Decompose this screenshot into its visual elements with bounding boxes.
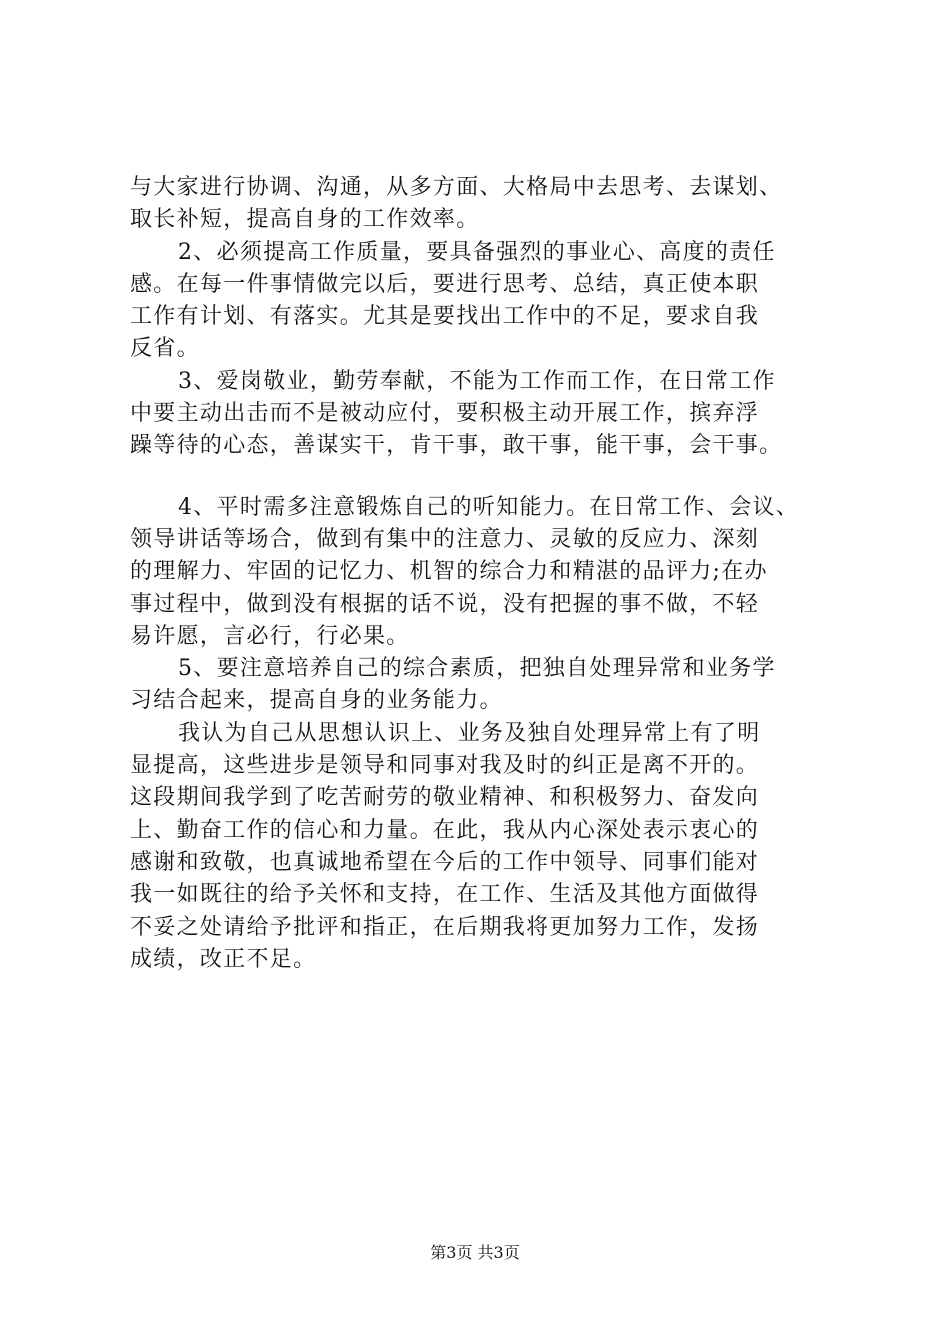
paragraph-gap: [130, 463, 850, 492]
text-line: 感谢和致敬，也真诚地希望在今后的工作中领导、同事们能对: [130, 849, 760, 875]
text-line: 领导讲话等场合，做到有集中的注意力、灵敏的反应力、深刻: [130, 526, 760, 552]
paragraph-5-start: 5、要注意培养自己的综合素质，把独自处理异常和业务学: [178, 656, 776, 682]
text-line: 显提高，这些进步是领导和同事对我及时的纠正是离不开的。: [130, 753, 760, 779]
document-body: [130, 172, 850, 976]
text-line: 不妥之处请给予批评和指正，在后期我将更加努力工作，发扬: [130, 914, 760, 940]
text-line: 反省。: [130, 336, 200, 362]
text-line: 取长补短，提高自身的工作效率。: [130, 207, 480, 233]
text-line: 的理解力、牢固的记忆力、机智的综合力和精湛的品评力;在办: [130, 559, 768, 585]
text-line: 工作有计划、有落实。尤其是要找出工作中的不足，要求自我: [130, 304, 760, 330]
text-line: 上、勤奋工作的信心和力量。在此，我从内心深处表示衷心的: [130, 817, 760, 843]
text-line: 中要主动出击而不是被动应付，要积极主动开展工作，摈弃浮: [130, 401, 760, 427]
text-line: 易许愿，言必行，行必果。: [130, 623, 410, 649]
paragraph-2-start: 2、必须提高工作质量，要具备强烈的事业心、高度的责任: [178, 239, 776, 265]
paragraph-4-start: 4、平时需多注意锻炼自己的听知能力。在日常工作、会议、: [178, 494, 800, 520]
text-line: 感。在每一件事情做完以后，要进行思考、总结，真正使本职: [130, 271, 760, 297]
text-line: 这段期间我学到了吃苦耐劳的敬业精神、和积极努力、奋发向: [130, 785, 760, 811]
text-line: 成绩，改正不足。: [130, 946, 317, 972]
page-indicator: 第3页 共3页: [430, 1243, 520, 1262]
text-line: 事过程中，做到没有根据的话不说，没有把握的事不做，不轻: [130, 591, 760, 617]
text-line: 躁等待的心态，善谋实干，肯干事，敢干事，能干事，会干事。: [130, 433, 783, 459]
text-line: 习结合起来，提高自身的业务能力。: [130, 688, 503, 714]
text-line: 我一如既往的给予关怀和支持，在工作、生活及其他方面做得: [130, 882, 760, 908]
paragraph-6-start: 我认为自己从思想认识上、业务及独自处理异常上有了明: [178, 720, 761, 746]
text-line: 与大家进行协调、沟通，从多方面、大格局中去思考、去谋划、: [130, 175, 783, 200]
paragraph-3-start: 3、爱岗敬业，勤劳奉献，不能为工作而工作，在日常工作: [178, 368, 776, 394]
